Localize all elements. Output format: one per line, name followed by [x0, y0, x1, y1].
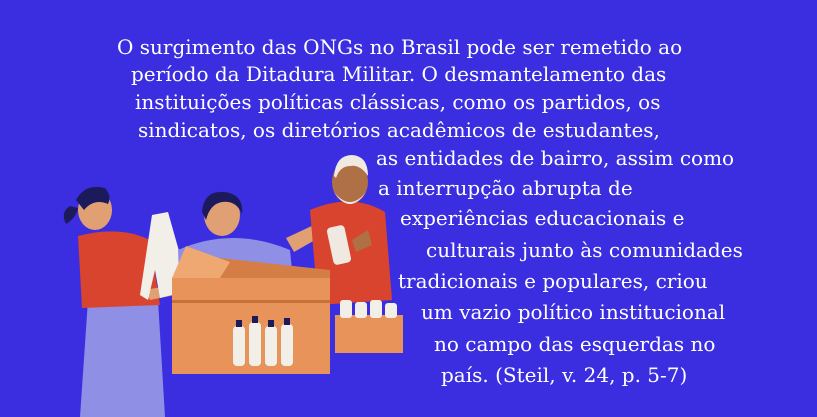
- quote-line-2: período da Ditadura Militar. O desmantelamento das: [131, 62, 667, 86]
- quote-line-3: instituições políticas clássicas, como os partidos, os: [135, 90, 661, 114]
- quote-line-7: experiências educacionais e: [400, 206, 685, 230]
- volunteer-woman-left: [64, 187, 190, 417]
- bottle-box: [335, 300, 403, 353]
- quote-line-1: O surgimento das ONGs no Brasil pode ser remetido ao: [117, 35, 683, 59]
- quote-line-10: um vazio político institucional: [421, 300, 726, 324]
- quote-line-6: a interrupção abrupta de: [378, 176, 633, 200]
- quote-line-12: país. (Steil, v. 24, p. 5-7): [441, 363, 688, 387]
- quote-line-8: culturais junto às comunidades: [426, 238, 743, 262]
- quote-line-9: tradicionais e populares, criou: [398, 269, 708, 293]
- quote-line-4: sindicatos, os diretórios acadêmicos de estudantes,: [138, 118, 660, 142]
- quote-line-5: as entidades de bairro, assim como: [376, 146, 735, 170]
- quote-line-11: no campo das esquerdas no: [434, 332, 716, 356]
